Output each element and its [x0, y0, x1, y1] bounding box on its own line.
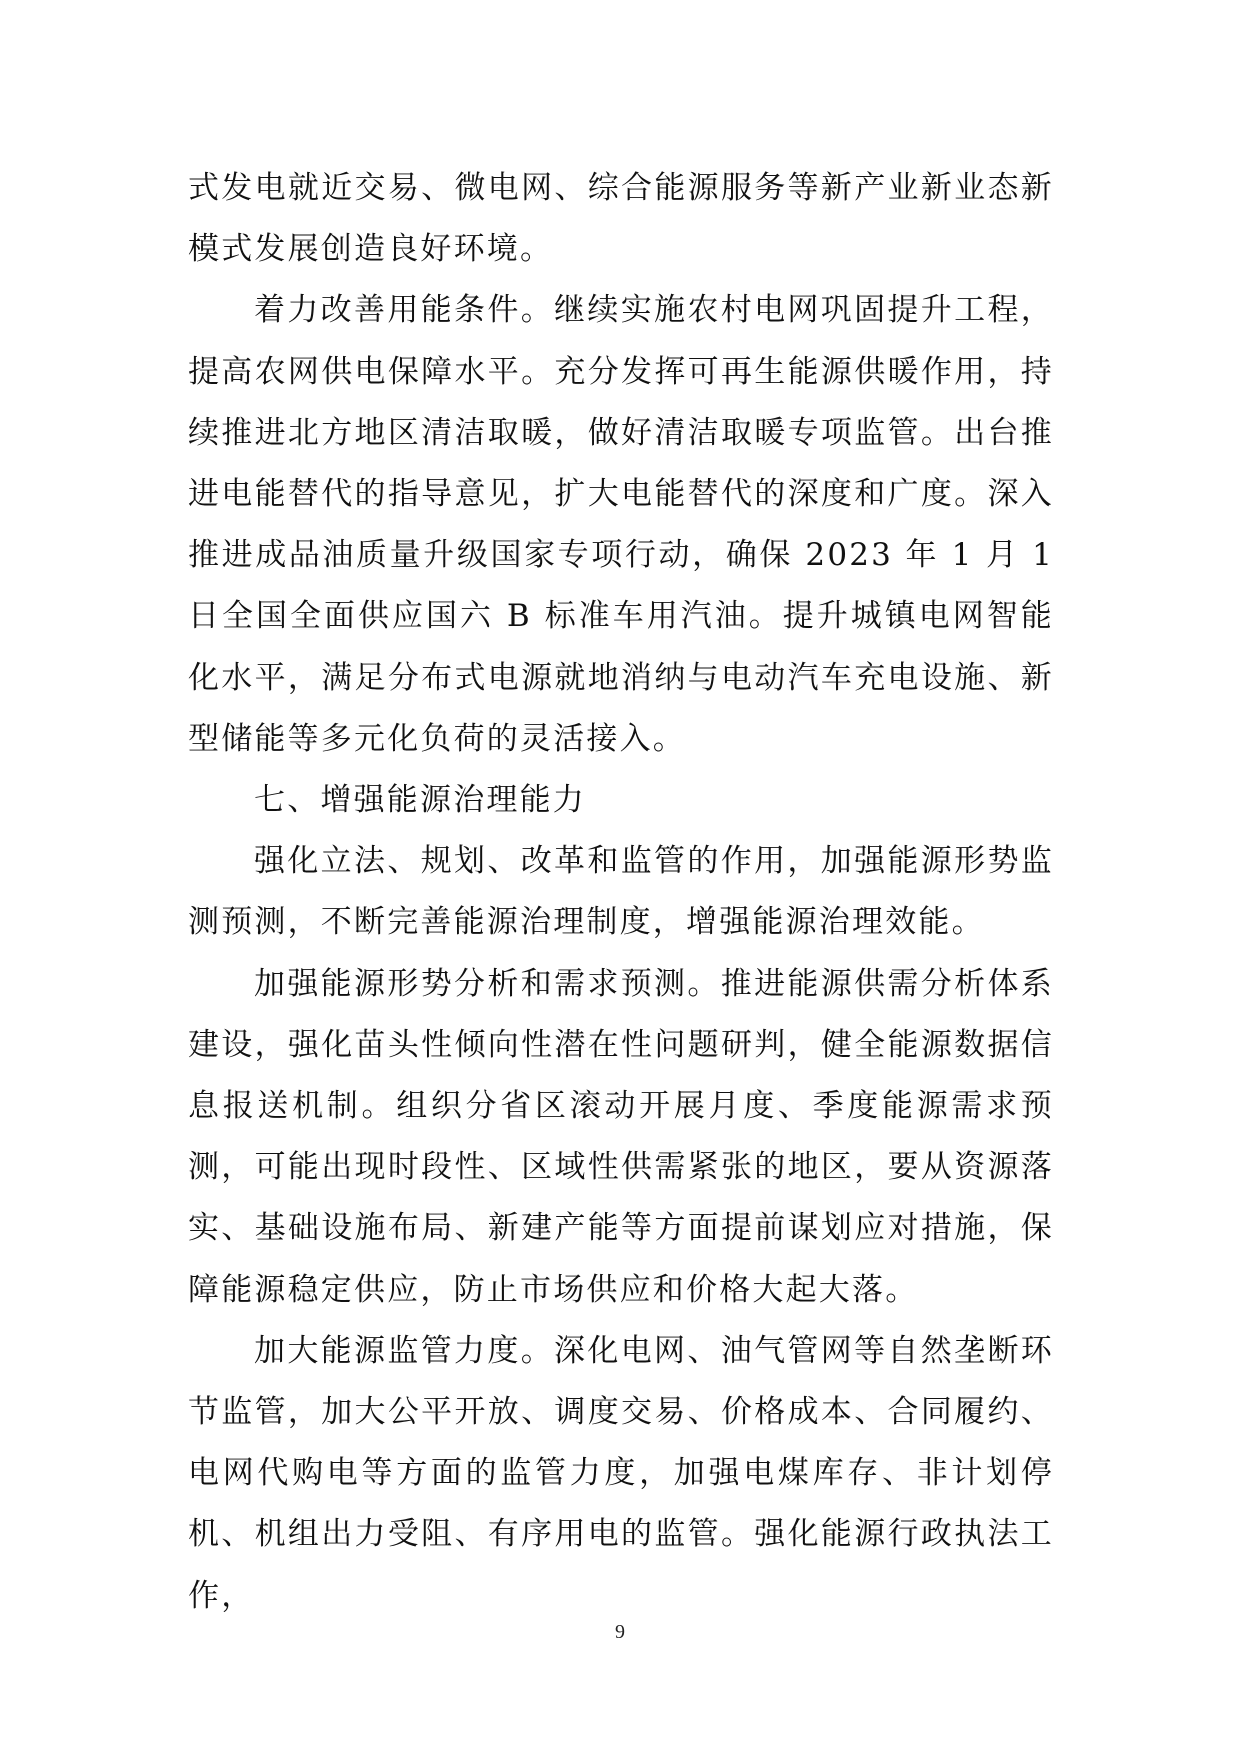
paragraph-governance-intro: 强化立法、规划、改革和监管的作用，加强能源形势监测预测，不断完善能源治理制度，增强能源治理效能。	[188, 843, 1054, 941]
document-body	[188, 158, 1054, 1627]
paragraph-energy-conditions: 着力改善用能条件。继续实施农村电网巩固提升工程，提高农网供电保障水平。充分发挥可再生能源供暖作用，持续推进北方地区清洁取暖，做好清洁取暖专项监管。出台推进电能替代的指导意见，扩大电能替代的深度和广度。深入推进成品油质量升级国家专项行动，确保 2023 年 1 月 1 日全国全面供应国六 B 标准车用汽油。提升城镇电网智能化水平，满足分布式电源就地消纳与电动汽车充电设施、新型储能等多元化负荷的灵活接入。	[188, 292, 1054, 757]
page-number: 9	[615, 1621, 625, 1643]
paragraph-analysis-forecast: 加强能源形势分析和需求预测。推进能源供需分析体系建设，强化苗头性倾向性潜在性问题研判，健全能源数据信息报送机制。组织分省区滚动开展月度、季度能源需求预测，可能出现时段性、区域性供需紧张的地区，要从资源落实、基础设施布局、新建产能等方面提前谋划应对措施，保障能源稳定供应，防止市场供应和价格大起大落。	[188, 965, 1054, 1308]
paragraph-supervision: 加大能源监管力度。深化电网、油气管网等自然垄断环节监管，加大公平开放、调度交易、价格成本、合同履约、电网代购电等方面的监管力度，加强电煤库存、非计划停机、机组出力受阻、有序用电的监管。强化能源行政执法工作，	[188, 1332, 1054, 1614]
paragraph-continuation: 式发电就近交易、微电网、综合能源服务等新产业新业态新模式发展创造良好环境。	[188, 170, 1054, 268]
section-heading: 七、增强能源治理能力	[254, 782, 586, 819]
